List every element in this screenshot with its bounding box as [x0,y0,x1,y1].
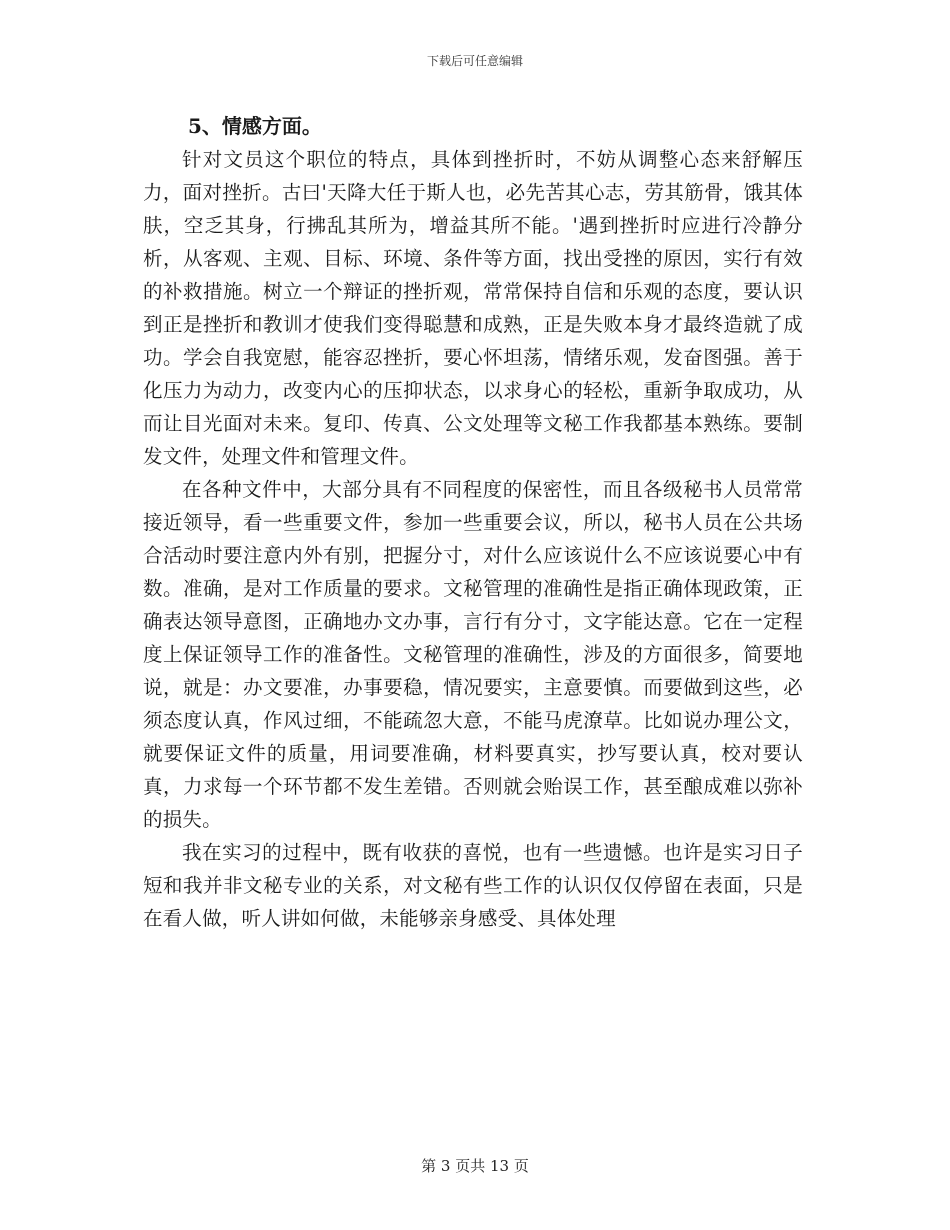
page-number-footer: 第 3 页共 13 页 [421,1157,529,1175]
paragraph-2: 在各种文件中，大部分具有不同程度的保密性，而且各级秘书人员常常接近领导，看一些重要文件，参加一些重要会议，所以，秘书人员在公共场合活动时要注意内外有别，把握分寸，对什么应该说什么不应该说要心中有数。准确，是对工作质量的要求。文秘管理的准确性是指正确体现政策，正确表达领导意图，正确地办文办事，言行有分寸，文字能达意。它在一定程度上保证领导工作的准备性。文秘管理的准确性，涉及的方面很多，简要地说，就是：办文要准，办事要稳，情况要实，主意要慎。而要做到这些，必须态度认真，作风过细，不能疏忽大意，不能马虎潦草。比如说办理公文，就要保证文件的质量，用词要准确，材料要真实，抄写要认真，校对要认真，力求每一个环节都不发生差错。否则就会贻误工作，甚至酿成难以弥补的损失。 [143,478,803,831]
paragraph-3: 我在实习的过程中，既有收获的喜悦，也有一些遗憾。也许是实习日子短和我并非文秘专业的关系，对文秘有些工作的认识仅仅停留在表面，只是在看人做，听人讲如何做，未能够亲身感受、具体处理 [143,841,803,930]
section-title: 5、情感方面。 [188,114,322,138]
paragraph-1: 针对文员这个职位的特点，具体到挫折时，不妨从调整心态来舒解压力，面对挫折。古曰'天降大任于斯人也，必先苦其心志，劳其筋骨，饿其体肤，空乏其身，行拂乱其所为，增益其所不能。'遇到挫折时应进行冷静分析，从客观、主观、目标、环境、条件等方面，找出受挫的原因，实行有效的补救措施。树立一个辩证的挫折观，常常保持自信和乐观的态度，要认识到正是挫折和教训才使我们变得聪慧和成熟，正是失败本身才最终造就了成功。学会自我宽慰，能容忍挫折，要心怀坦荡，情绪乐观，发奋图强。善于化压力为动力，改变内心的压抑状态，以求身心的轻松，重新争取成功，从而让目光面对未来。复印、传真、公文处理等文秘工作我都基本熟练。要制发文件，处理文件和管理文件。 [143,148,803,468]
page-header: 下载后可任意编辑 [426,54,523,68]
document-body [143,110,803,935]
